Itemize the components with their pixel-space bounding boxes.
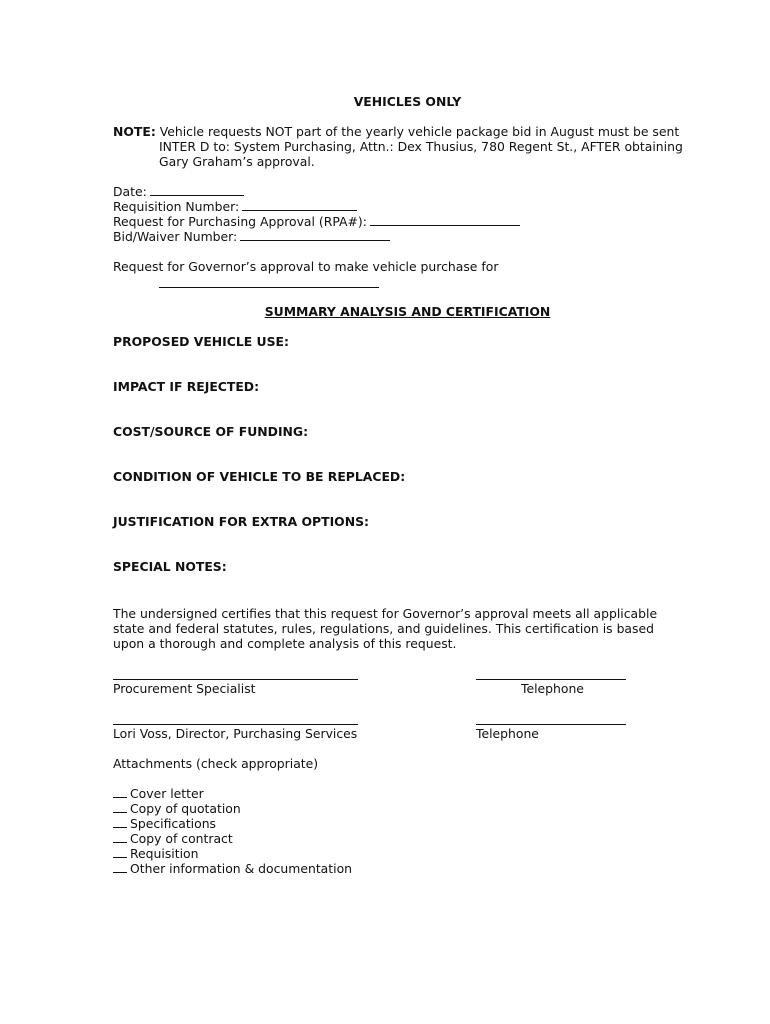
attachment-item: [113, 816, 216, 831]
telephone-label-2: Telephone: [476, 726, 539, 741]
signature-label-2: Lori Voss, Director, Purchasing Services: [113, 726, 358, 741]
certification-line-2: state and federal statutes, rules, regulations, and guidelines. This certification is based: [113, 621, 654, 636]
attachment-label: Copy of contract: [130, 831, 233, 846]
requisition-blank[interactable]: [242, 199, 357, 211]
date-blank[interactable]: [150, 184, 244, 196]
signature-line-2[interactable]: [113, 724, 358, 725]
rpa-label: Request for Purchasing Approval (RPA#):: [113, 214, 367, 229]
attachment-checkbox[interactable]: [113, 831, 127, 843]
governor-request-blank[interactable]: [159, 287, 379, 288]
attachments-title: Attachments (check appropriate): [113, 756, 319, 771]
rpa-blank[interactable]: [370, 214, 520, 226]
attachment-item: [113, 801, 241, 816]
attachment-item: [113, 846, 198, 861]
attachment-checkbox[interactable]: [113, 846, 127, 858]
telephone-label-1: Telephone: [521, 681, 584, 696]
telephone-line-1[interactable]: [476, 679, 626, 680]
attachment-item: [113, 831, 233, 846]
rpa-field: [113, 214, 520, 229]
signature-label-1: Procurement Specialist: [113, 681, 256, 696]
attachment-label: Cover letter: [130, 786, 204, 801]
note-label: NOTE:: [113, 124, 156, 139]
note-text-1: Vehicle requests NOT part of the yearly vehicle package bid in August must be sent: [159, 124, 680, 139]
justification-heading: JUSTIFICATION FOR EXTRA OPTIONS:: [113, 514, 369, 529]
bid-blank[interactable]: [240, 229, 390, 241]
impact-heading: IMPACT IF REJECTED:: [113, 379, 260, 394]
bid-label: Bid/Waiver Number:: [113, 229, 238, 244]
note-text-2: INTER D to: System Purchasing, Attn.: Dex Thusius, 780 Regent St., AFTER obtaining: [159, 139, 683, 154]
governor-request-text: Request for Governor’s approval to make vehicle purchase for: [113, 259, 499, 274]
attachment-checkbox[interactable]: [113, 816, 127, 828]
attachment-label: Other information & documentation: [130, 861, 353, 876]
date-label: Date:: [113, 184, 147, 199]
attachment-item: [113, 861, 352, 876]
attachment-label: Copy of quotation: [130, 801, 241, 816]
bid-field: [113, 229, 390, 244]
signature-line-1[interactable]: [113, 679, 358, 680]
attachment-checkbox[interactable]: [113, 861, 127, 873]
funding-heading: COST/SOURCE OF FUNDING:: [113, 424, 309, 439]
attachment-label: Specifications: [130, 816, 217, 831]
summary-title: SUMMARY ANALYSIS AND CERTIFICATION: [264, 304, 551, 319]
attachment-checkbox[interactable]: [113, 801, 127, 813]
attachment-label: Requisition: [130, 846, 199, 861]
attachment-checkbox[interactable]: [113, 786, 127, 798]
proposed-use-heading: PROPOSED VEHICLE USE:: [113, 334, 289, 349]
special-notes-heading: SPECIAL NOTES:: [113, 559, 227, 574]
condition-heading: CONDITION OF VEHICLE TO BE REPLACED:: [113, 469, 406, 484]
page-title: VEHICLES ONLY: [353, 94, 462, 109]
telephone-line-2[interactable]: [476, 724, 626, 725]
note-line-1: [113, 124, 679, 139]
requisition-label: Requisition Number:: [113, 199, 240, 214]
date-field: [113, 184, 244, 199]
certification-line-1: The undersigned certifies that this request for Governor’s approval meets all applicable: [113, 606, 658, 621]
requisition-field: [113, 199, 357, 214]
note-text-3: Gary Graham’s approval.: [159, 154, 315, 169]
attachment-item: [113, 786, 204, 801]
certification-line-3: upon a thorough and complete analysis of this request.: [113, 636, 457, 651]
